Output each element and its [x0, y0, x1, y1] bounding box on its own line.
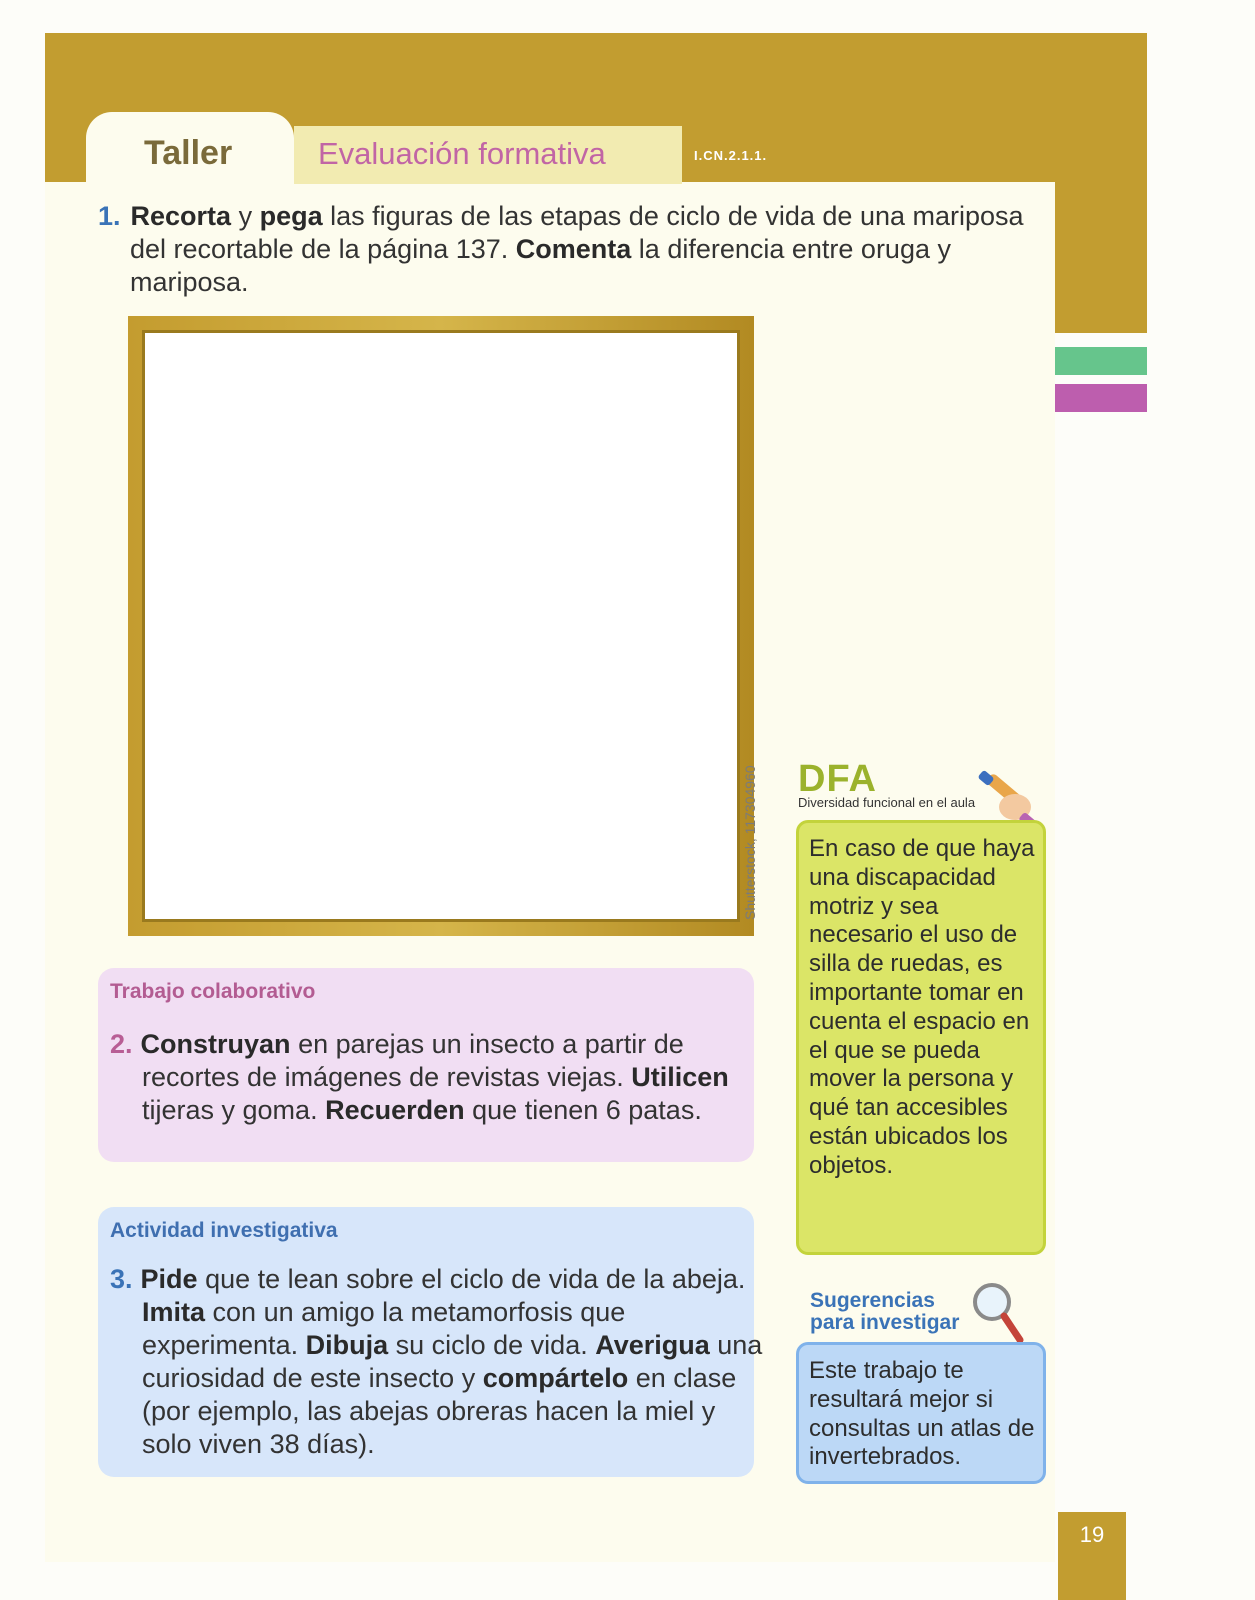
text: una curiosidad de este insecto y — [142, 1330, 763, 1393]
collaborative-work-box — [98, 968, 754, 1162]
sugerencias-box — [796, 1342, 1046, 1484]
question-1 — [98, 200, 1060, 299]
section-label: Evaluación formativa — [294, 126, 682, 184]
research-activity-box — [98, 1207, 763, 1477]
verb: Pide — [140, 1264, 198, 1294]
box-title: Actividad investigativa — [110, 1219, 338, 1242]
verb: Imita — [142, 1297, 206, 1327]
question-3 — [110, 1263, 772, 1461]
text: que te lean sobre el ciclo de vida de la abeja. — [197, 1264, 746, 1294]
magnifier-icon — [968, 1278, 1028, 1348]
text: con un amigo la metamorfosis que experimenta. — [142, 1297, 626, 1360]
dfa-text: En caso de que haya una discapacidad motriz y sea necesario el uso de silla de ruedas, es importante tomar en cuenta el espacio en el que se pueda mover la persona y qué tan accesibles están ubicados los objetos. — [809, 835, 1035, 1179]
verb: Averigua — [595, 1330, 710, 1360]
verb: Comenta — [515, 234, 632, 264]
verb: Utilicen — [631, 1062, 729, 1092]
text: y — [231, 201, 260, 231]
verb: compártelo — [482, 1363, 629, 1393]
text: tijeras y goma. — [142, 1095, 326, 1125]
page-number: 19 — [1079, 1522, 1105, 1547]
accent-stripe-pink — [1055, 384, 1147, 412]
verb: pega — [259, 201, 323, 231]
paste-frame — [128, 316, 754, 936]
question-number: 2. — [110, 1029, 133, 1059]
side-band — [1052, 185, 1147, 333]
text: la diferencia entre oruga y mariposa. — [130, 234, 951, 297]
text: su ciclo de vida. — [388, 1330, 596, 1360]
question-2 — [110, 1028, 772, 1127]
paste-area[interactable] — [142, 330, 740, 922]
sugerencias-text: Este trabajo te resultará mejor si consultas un atlas de invertebrados. — [809, 1357, 1035, 1471]
text: las figuras de las etapas de ciclo de vida de una mariposa del recortable de la página 137. — [130, 201, 1024, 264]
dfa-box — [796, 820, 1046, 1255]
verb: Dibuja — [305, 1330, 389, 1360]
text: que tienen 6 patas. — [464, 1095, 702, 1125]
image-credit: Shutterstock, 117304960 — [742, 765, 758, 920]
verb: Recorta — [130, 201, 232, 231]
sugerencias-title-line2: para investigar — [810, 1311, 960, 1334]
text: en parejas un insecto a partir de recortes de imágenes de revistas viejas. — [142, 1029, 684, 1092]
question-number: 3. — [110, 1264, 133, 1294]
accent-stripe-green — [1055, 347, 1147, 375]
box-title: Trabajo colaborativo — [110, 980, 316, 1003]
question-number: 1. — [98, 201, 121, 231]
sugerencias-title-line1: Sugerencias — [810, 1289, 935, 1312]
text: en clase (por ejemplo, las abejas obreras hacen la miel y solo viven 38 días). — [142, 1363, 737, 1459]
tab-taller: Taller — [86, 112, 294, 190]
verb: Construyan — [140, 1029, 291, 1059]
curriculum-code: I.CN.2.1.1. — [694, 148, 768, 163]
dfa-heading: DFA — [798, 758, 877, 800]
page-number-box — [1058, 1512, 1126, 1600]
verb: Recuerden — [325, 1095, 465, 1125]
dfa-subtitle: Diversidad funcional en el aula — [798, 795, 976, 810]
